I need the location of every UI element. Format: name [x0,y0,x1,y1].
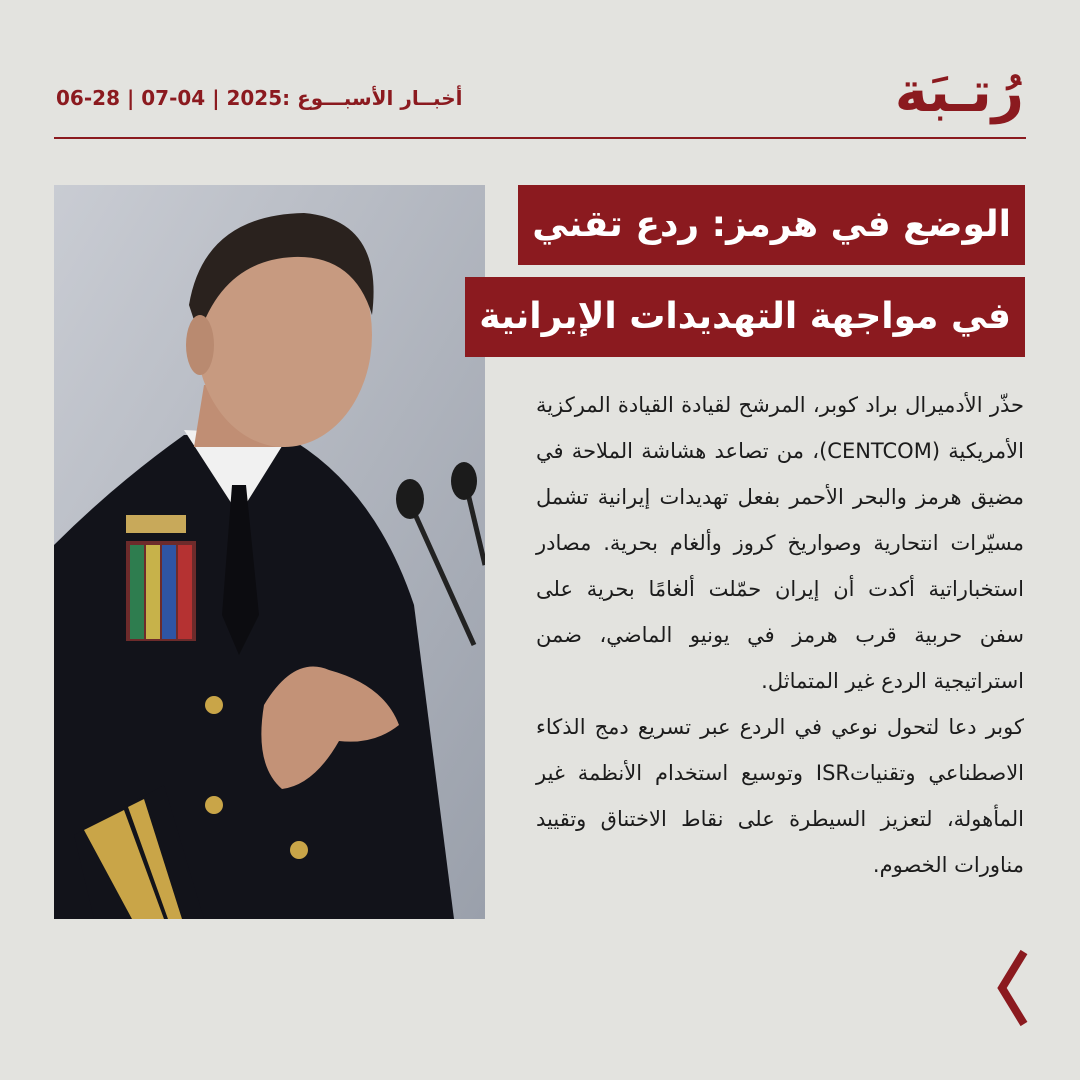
headline-line-2: في مواجهة التهديدات الإيرانية [465,277,1025,357]
brand-logo: رُتـبَة [894,60,1024,125]
header-divider [54,137,1026,139]
article-paragraph: كوبر دعا لتحول نوعي في الردع عبر تسريع دمج الذكاء الاصطناعي وتقنياتISR وتوسيع استخدام الأنظمة غير المأهولة، لتعزيز السيطرة على نقاط الاختناق وتقييد مناورات الخصوم. [536,715,1024,877]
weekly-dateline: أخبــار الأسبـــوع :2025 | 04-07 | 28-06 [56,86,463,110]
article-body [536,382,1024,888]
article-paragraph: حذّر الأدميرال براد كوبر، المرشح لقيادة القيادة المركزية الأمريكية (CENTCOM)، من تصاعد هشاشة الملاحة في مضيق هرمز والبحر الأحمر بفعل تهديدات إيرانية تشمل مسيّرات انتحارية وصواريخ كروز وألغام بحرية. مصادر استخباراتية أكدت أن إيران حمّلت ألغامًا بحرية على سفن حربية قرب هرمز في يونيو الماضي، ضمن استراتيجية الردع غير المتماثل. [536,393,1024,693]
chevron-left-icon[interactable] [994,948,1028,1028]
headline-line-1: الوضع في هرمز: ردع تقني [518,185,1025,265]
admiral-photo [54,185,485,919]
